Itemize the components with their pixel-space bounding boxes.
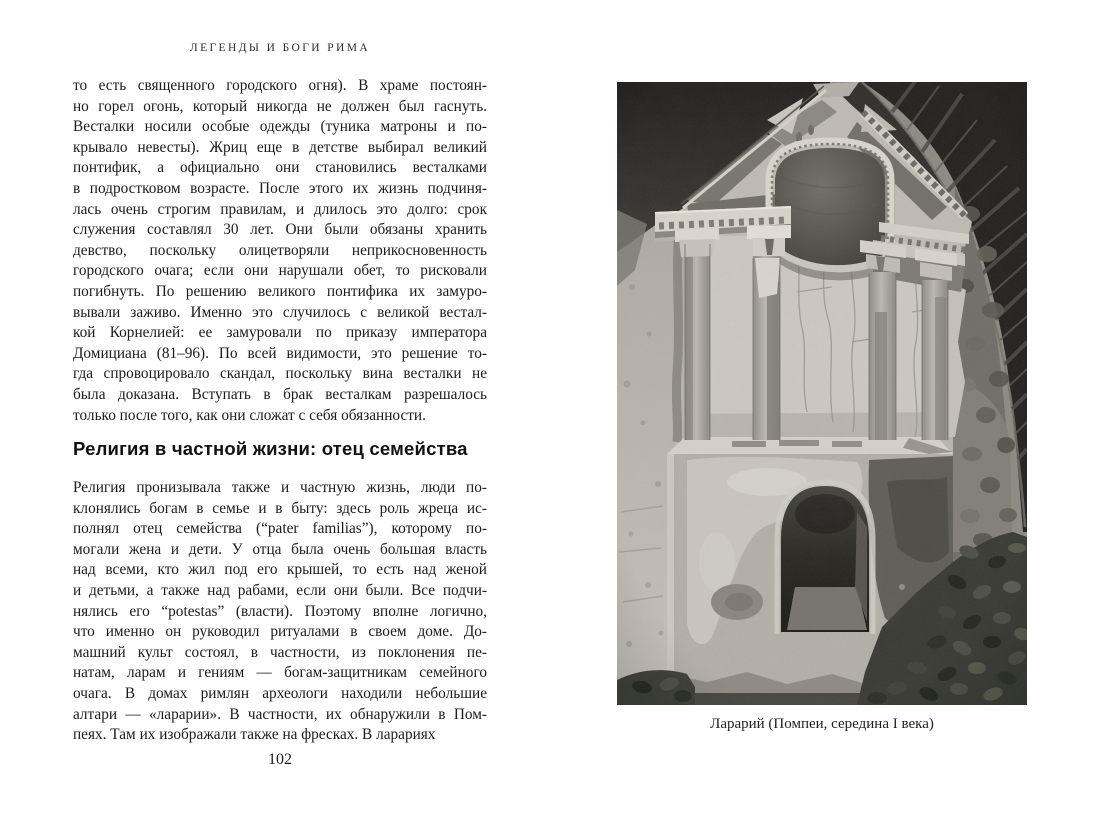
text-line: над всеми, кто жил под его крышей, то есть над женой: [73, 561, 487, 579]
text-line: крывало невесты). Жриц еще в детстве выбирал великий: [73, 138, 487, 156]
page-number: 102: [268, 751, 292, 768]
text-line: что именно он руководил ритуалами в своем доме. До-: [73, 623, 487, 641]
lararium-photo-illustration: [617, 82, 1027, 705]
text-line: очага. В домах римлян археологи находили небольшие: [73, 684, 487, 702]
text-line: только после того, как они сложат с себя обязанности.: [73, 406, 426, 424]
text-line: пеях. Там их изображали также на фресках. В ларариях: [73, 726, 436, 744]
vignette: [617, 82, 1027, 705]
paragraph-vestals: [73, 76, 487, 426]
text-line: гда спровоцировало скандал, поскольку вина весталки не: [73, 365, 487, 383]
running-header: ЛЕГЕНДЫ И БОГИ РИМА: [189, 42, 371, 54]
text-line: лась очень строгим правилам, и длилось это долго: срок: [73, 200, 487, 218]
text-line: была доказана. Вступать в брак весталкам разрешалось: [73, 385, 487, 403]
text-line: нялись его “potestas” (власти). Поэтому вполне логично,: [73, 602, 487, 620]
text-line: клонялись богам в семье и в быту: здесь роль жреца ис-: [73, 499, 487, 517]
text-line: машний культ состоял, в частности, из поклонения пе-: [73, 643, 487, 661]
text-line: и детьми, а также над рабами, если они были. Все подчи-: [73, 581, 487, 599]
text-line: погибнуть. По решению великого понтифика их замуро-: [73, 282, 487, 300]
paragraph-private-religion: [73, 478, 487, 746]
lararium-photo: [617, 82, 1027, 705]
section-heading: Религия в частной жизни: отец семейства: [73, 438, 468, 459]
text-line: городского очага; если они нарушали обет, то рисковали: [73, 262, 487, 280]
text-line: Весталки носили особые одежды (туника матроны и по-: [73, 118, 487, 136]
text-line: натам, ларам и гениям — богам-защитникам семейного: [73, 664, 487, 682]
text-line: понтифик, а официально они становились весталками: [73, 159, 487, 177]
text-line: кой Корнелией: ее замуровали по приказу императора: [73, 324, 487, 342]
text-line: вывали заживо. Именно это случилось с великой вестал-: [73, 303, 487, 321]
text-line: алтари — «ларарии». В частности, их обнаружили в Пом-: [73, 705, 487, 723]
text-line: Домициана (81–96). По всей видимости, это решение то-: [73, 344, 487, 362]
text-line: полнял отец семейства (“pater familias”), которому по-: [73, 520, 487, 538]
text-line: девство, поскольку олицетворяли неприкосновенность: [73, 241, 487, 259]
text-line: Религия пронизывала также и частную жизнь, люди по-: [73, 479, 487, 496]
text-line: в подростковом возрасте. После этого их жизнь подчиня-: [73, 179, 487, 197]
text-line: то есть священного городского огня). В храме постоян-: [73, 77, 487, 94]
photo-caption: Ларарий (Помпеи, середина I века): [710, 716, 934, 732]
text-line: служения составлял 30 лет. Они были обязаны хранить: [73, 221, 487, 239]
text-line: но горел огонь, который никогда не должен был гаснуть.: [73, 97, 487, 115]
text-line: могали жена и дети. У отца была очень большая власть: [73, 540, 487, 558]
